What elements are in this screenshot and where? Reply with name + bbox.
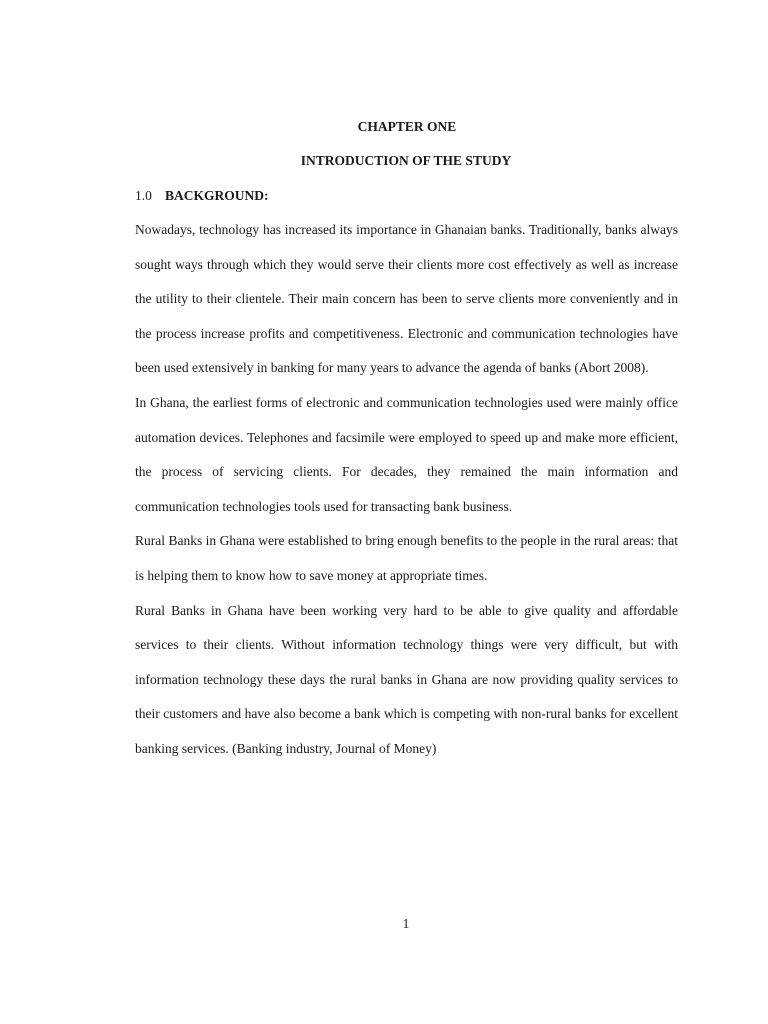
page-number: 1 (402, 916, 410, 931)
paragraph: Rural Banks in Ghana were established to bring enough benefits to the people in the rural areas: that is helping them to know how to save money at appropriate times. (135, 533, 678, 583)
body-text (135, 213, 678, 767)
section-title: BACKGROUND: (165, 188, 269, 203)
chapter-title: CHAPTER ONE (357, 119, 457, 134)
section-number: 1.0 (135, 188, 152, 203)
section-heading (135, 187, 269, 205)
paragraph: Rural Banks in Ghana have been working very hard to be able to give quality and affordable services to their clients. Without information technology things were very difficult, but with information technology these days the rural banks in Ghana are now providing quality services to their customers and have also become a bank which is competing with non-rural banks for excellent banking services. (Banking industry, Journal of Money) (135, 602, 678, 756)
study-title: INTRODUCTION OF THE STUDY (300, 153, 512, 168)
paragraph: Nowadays, technology has increased its importance in Ghanaian banks. Traditionally, banks always sought ways through which they would serve their clients more cost effectively as well as increase the utility to their clientele. Their main concern has been to serve clients more conveniently and in the process increase profits and competitiveness. Electronic and communication technologies have been used extensively in banking for many years to advance the agenda of banks (Abort 2008). (135, 222, 678, 376)
paragraph: In Ghana, the earliest forms of electronic and communication technologies used were mainly office automation devices. Telephones and facsimile were employed to speed up and make more efficient, the process of servicing clients. For decades, they remained the main information and communication technologies tools used for transacting bank business. (135, 394, 678, 514)
